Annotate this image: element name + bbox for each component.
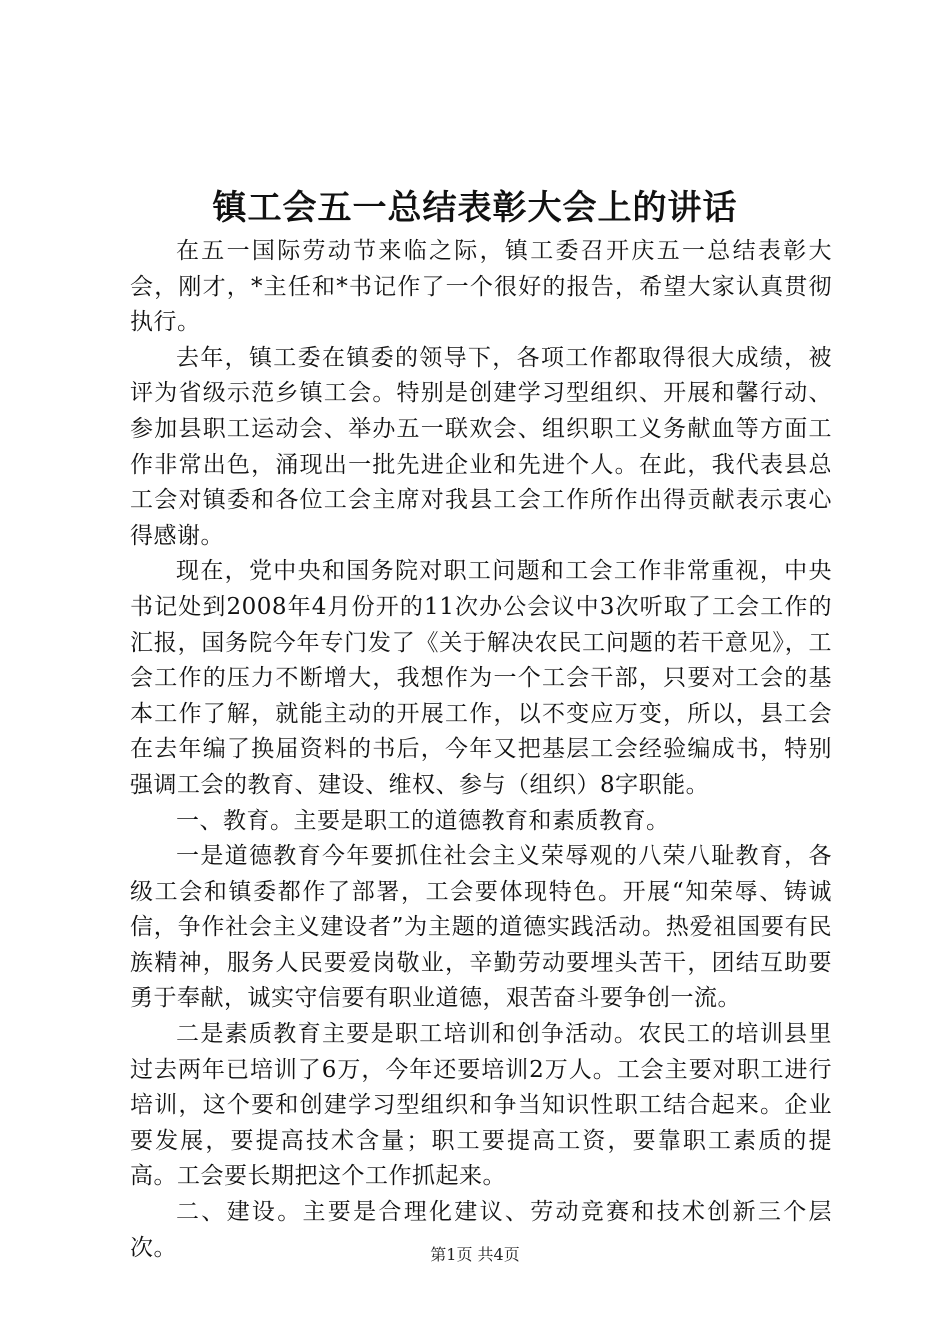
document-title: 镇工会五一总结表彰大会上的讲话 <box>212 188 738 228</box>
section-heading-construction: 二、建设。主要是合理化建议、劳动竞赛和技术创新三个层次。 <box>130 1199 832 1261</box>
paragraph-opening: 在五一国际劳动节来临之际，镇工委召开庆五一总结表彰大会，刚才，*主任和*书记作了一个很好的报告，希望大家认真贯彻执行。 <box>130 238 832 336</box>
paragraph-quality-education: 二是素质教育主要是职工培训和创争活动。农民工的培训县里过去两年已培训了6万，今年还要培训2万人。工会主要对职工进行培训，这个要和创建学习型组织和争当知识性职工结合起来。企业要发展，要提高技术含量；职工要提高工资，要靠职工素质的提高。工会要长期把这个工作抓起来。 <box>130 1021 832 1190</box>
paragraph-current-situation: 现在，党中央和国务院对职工问题和工会工作非常重视，中央书记处到2008年4月份开的11次办公会议中3次听取了工会工作的汇报，国务院今年专门发了《关于解决农民工问题的若干意见》，工会工作的压力不断增大，我想作为一个工会干部，只要对工会的基本工作了解，就能主动的开展工作，以不变应万变，所以，县工会在去年编了换届资料的书后，今年又把基层工会经验编成书，特别强调工会的教育、建设、维权、参与（组织）8字职能。 <box>130 558 832 798</box>
paragraph-moral-education: 一是道德教育今年要抓住社会主义荣辱观的八荣八耻教育，各级工会和镇委都作了部署，工会要体现特色。开展“知荣辱、铸诚信，争作社会主义建设者”为主题的道德实践活动。热爱祖国要有民族精神，服务人民要爱岗敬业，辛勤劳动要埋头苦干，团结互助要勇于奉献，诚实守信要有职业道德，艰苦奋斗要争创一流。 <box>130 843 832 1012</box>
section-heading-education: 一、教育。主要是职工的道德教育和素质教育。 <box>176 807 670 834</box>
page-number-footer: 第1页 共4页 <box>430 1245 520 1264</box>
paragraph-last-year-review: 去年，镇工委在镇委的领导下，各项工作都取得很大成绩，被评为省级示范乡镇工会。特别是创建学习型组织、开展和馨行动、参加县职工运动会、举办五一联欢会、组织职工义务献血等方面工作非常出色，涌现出一批先进企业和先进个人。在此，我代表县总工会对镇委和各位工会主席对我县工会工作所作出得贡献表示衷心得感谢。 <box>130 344 832 549</box>
document-body <box>130 234 832 1266</box>
